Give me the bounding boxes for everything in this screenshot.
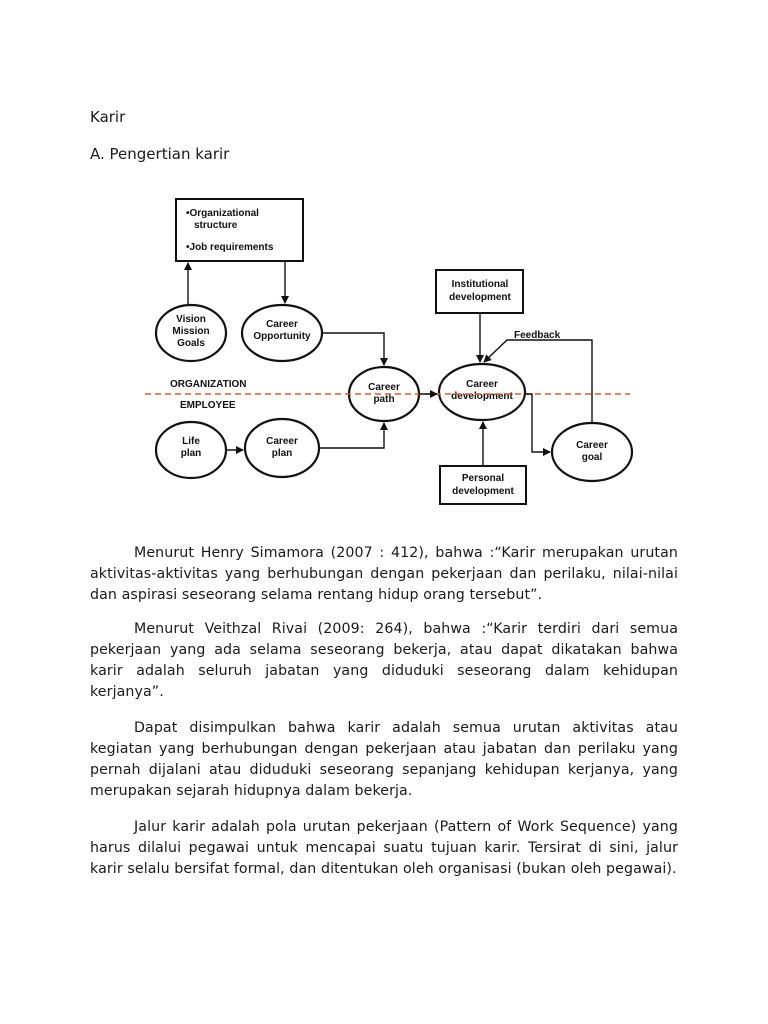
career-development-line1: Career: [466, 379, 498, 390]
employee-label: EMPLOYEE: [180, 400, 236, 411]
arrow-development-to-goal: [525, 394, 550, 452]
vision-line2: Mission: [172, 326, 210, 337]
career-development-diagram: [140, 190, 640, 515]
career-path-line1: Career: [368, 382, 400, 393]
career-plan-line1: Career: [266, 436, 298, 447]
arrow-opportunity-to-path: [322, 333, 384, 365]
paragraph-conclusion: Dapat disimpulkan bahwa karir adalah semua urutan aktivitas atau kegiatan yang berhubungan dengan pekerjaan atau jabatan dan perilaku yang pernah dijalani atau diduduki seseorang sepanjang kehidupan kerjanya, yang merupakan sejarah hidupnya dalam bekerja.: [90, 720, 678, 799]
career-goal-line2: goal: [581, 452, 603, 463]
paragraph-rivai: Menurut Veithzal Rivai (2009: 264), bahwa :“Karir terdiri dari semua pekerjaan yang ada selama seseorang bekerja, atau dapat dikatakan bahwa karir adalah seluruh jabatan yang diduduki seseorang dalam kehidupan kerjanya”.: [90, 621, 678, 700]
personal-line1: Personal: [461, 473, 505, 484]
institutional-line1: Institutional: [451, 279, 509, 290]
career-path-line2: path: [373, 394, 395, 405]
life-plan-line2: plan: [180, 448, 202, 459]
career-opportunity-line2: Opportunity: [253, 331, 311, 342]
paragraph-career-path: Jalur karir adalah pola urutan pekerjaan (Pattern of Work Sequence) yang harus dilalui pegawai untuk mencapai suatu tujuan karir. Tersirat di sini, jalur karir selalu bersifat formal, dan ditentukan oleh organisasi (bukan oleh pegawai).: [90, 819, 678, 877]
org-box-line2: structure: [194, 220, 238, 231]
personal-line2: development: [452, 486, 514, 497]
life-plan-line1: Life: [182, 436, 200, 447]
document-title: Karir: [90, 108, 126, 126]
org-box-line1: •Organizational: [186, 208, 259, 219]
vision-line1: Vision: [176, 314, 206, 325]
section-title: A. Pengertian karir: [90, 145, 230, 163]
organization-label: ORGANIZATION: [170, 379, 247, 390]
personal-development-box: [440, 466, 526, 504]
vision-line3: Goals: [177, 338, 205, 349]
career-plan-line2: plan: [271, 448, 293, 459]
paragraph-simamora: Menurut Henry Simamora (2007 : 412), bahwa :“Karir merupakan urutan aktivitas-aktivitas yang berhubungan dengan pekerjaan dan perilaku, nilai-nilai dan aspirasi seseorang selama rentang hidup orang tersebut”.: [90, 545, 678, 603]
org-box-line3: •Job requirements: [186, 242, 274, 253]
career-goal-line1: Career: [576, 440, 608, 451]
institutional-line2: development: [449, 292, 511, 303]
career-opportunity-line1: Career: [266, 319, 298, 330]
arrow-careerplan-to-path: [319, 423, 384, 448]
career-development-line2: development: [451, 391, 513, 402]
feedback-label: Feedback: [514, 330, 561, 341]
